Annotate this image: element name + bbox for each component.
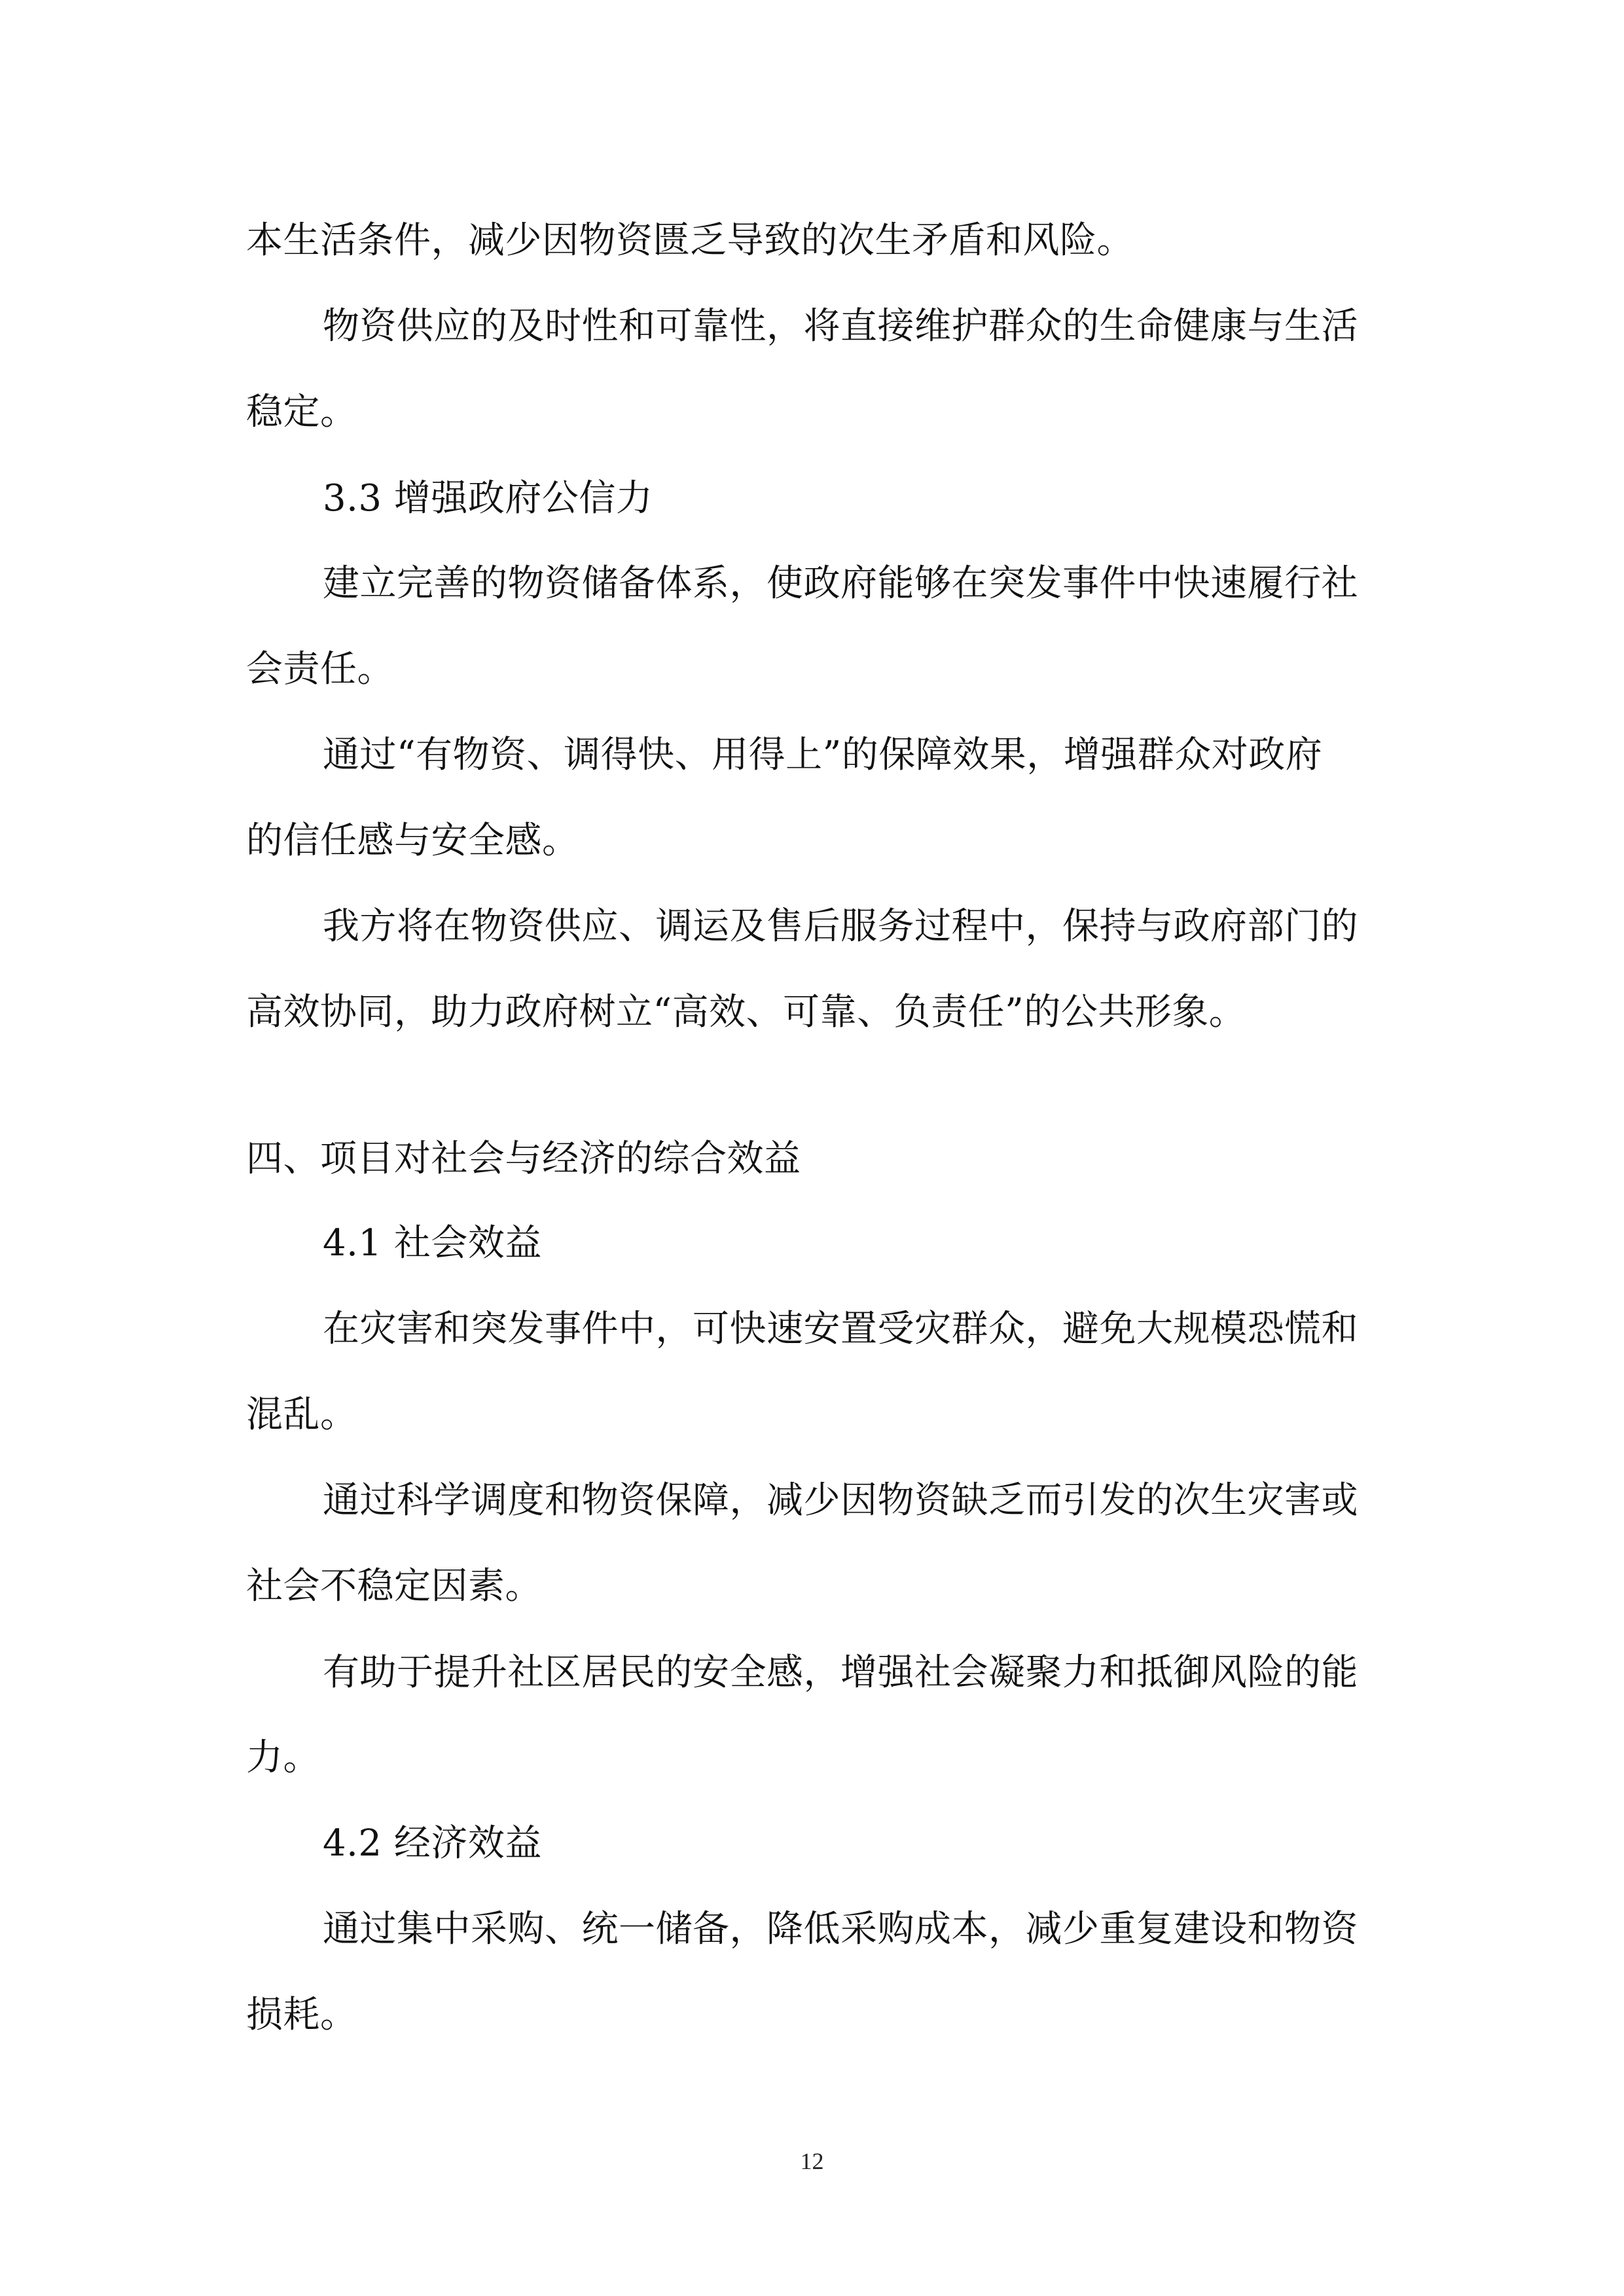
paragraph-line: 我方将在物资供应、调运及售后服务过程中，保持与政府部门的	[323, 905, 1358, 948]
paragraph-continuation-line: 会责任。	[246, 648, 394, 691]
paragraph-line: 建立完善的物资储备体系，使政府能够在突发事件中快速履行社	[323, 562, 1358, 605]
paragraph-line: 通过科学调度和物资保障，减少因物资缺乏而引发的次生灾害或	[323, 1479, 1358, 1522]
section-heading-3-3: 3.3 增强政府公信力	[323, 477, 653, 520]
paragraph-line: 通过“有物资、调得快、用得上”的保障效果，增强群众对政府	[323, 734, 1323, 776]
chapter-heading-4: 四、项目对社会与经济的综合效益	[246, 1138, 801, 1180]
paragraph-line: 通过集中采购、统一储备，降低采购成本，减少重复建设和物资	[323, 1908, 1358, 1950]
paragraph-continuation-line: 的信任感与安全感。	[246, 819, 579, 862]
paragraph-line: 物资供应的及时性和可靠性，将直接维护群众的生命健康与生活	[323, 305, 1358, 348]
paragraph-continuation-line: 稳定。	[246, 391, 357, 433]
paragraph-line: 有助于提升社区居民的安全感，增强社会凝聚力和抵御风险的能	[323, 1651, 1358, 1694]
paragraph-line: 在灾害和突发事件中，可快速安置受灾群众，避免大规模恐慌和	[323, 1308, 1358, 1350]
section-heading-4-1: 4.1 社会效益	[323, 1222, 542, 1265]
paragraph-continuation-line: 混乱。	[246, 1393, 357, 1436]
page-number: 12	[800, 2148, 824, 2174]
paragraph-continuation-line: 力。	[246, 1736, 320, 1779]
paragraph-continuation-line: 损耗。	[246, 1994, 357, 2036]
paragraph-continuation-line: 本生活条件，减少因物资匮乏导致的次生矛盾和风险。	[246, 219, 1134, 262]
section-heading-4-2: 4.2 经济效益	[323, 1822, 542, 1865]
paragraph-continuation-line: 社会不稳定因素。	[246, 1565, 542, 1607]
paragraph-continuation-line: 高效协同，助力政府树立“高效、可靠、负责任”的公共形象。	[246, 991, 1246, 1033]
